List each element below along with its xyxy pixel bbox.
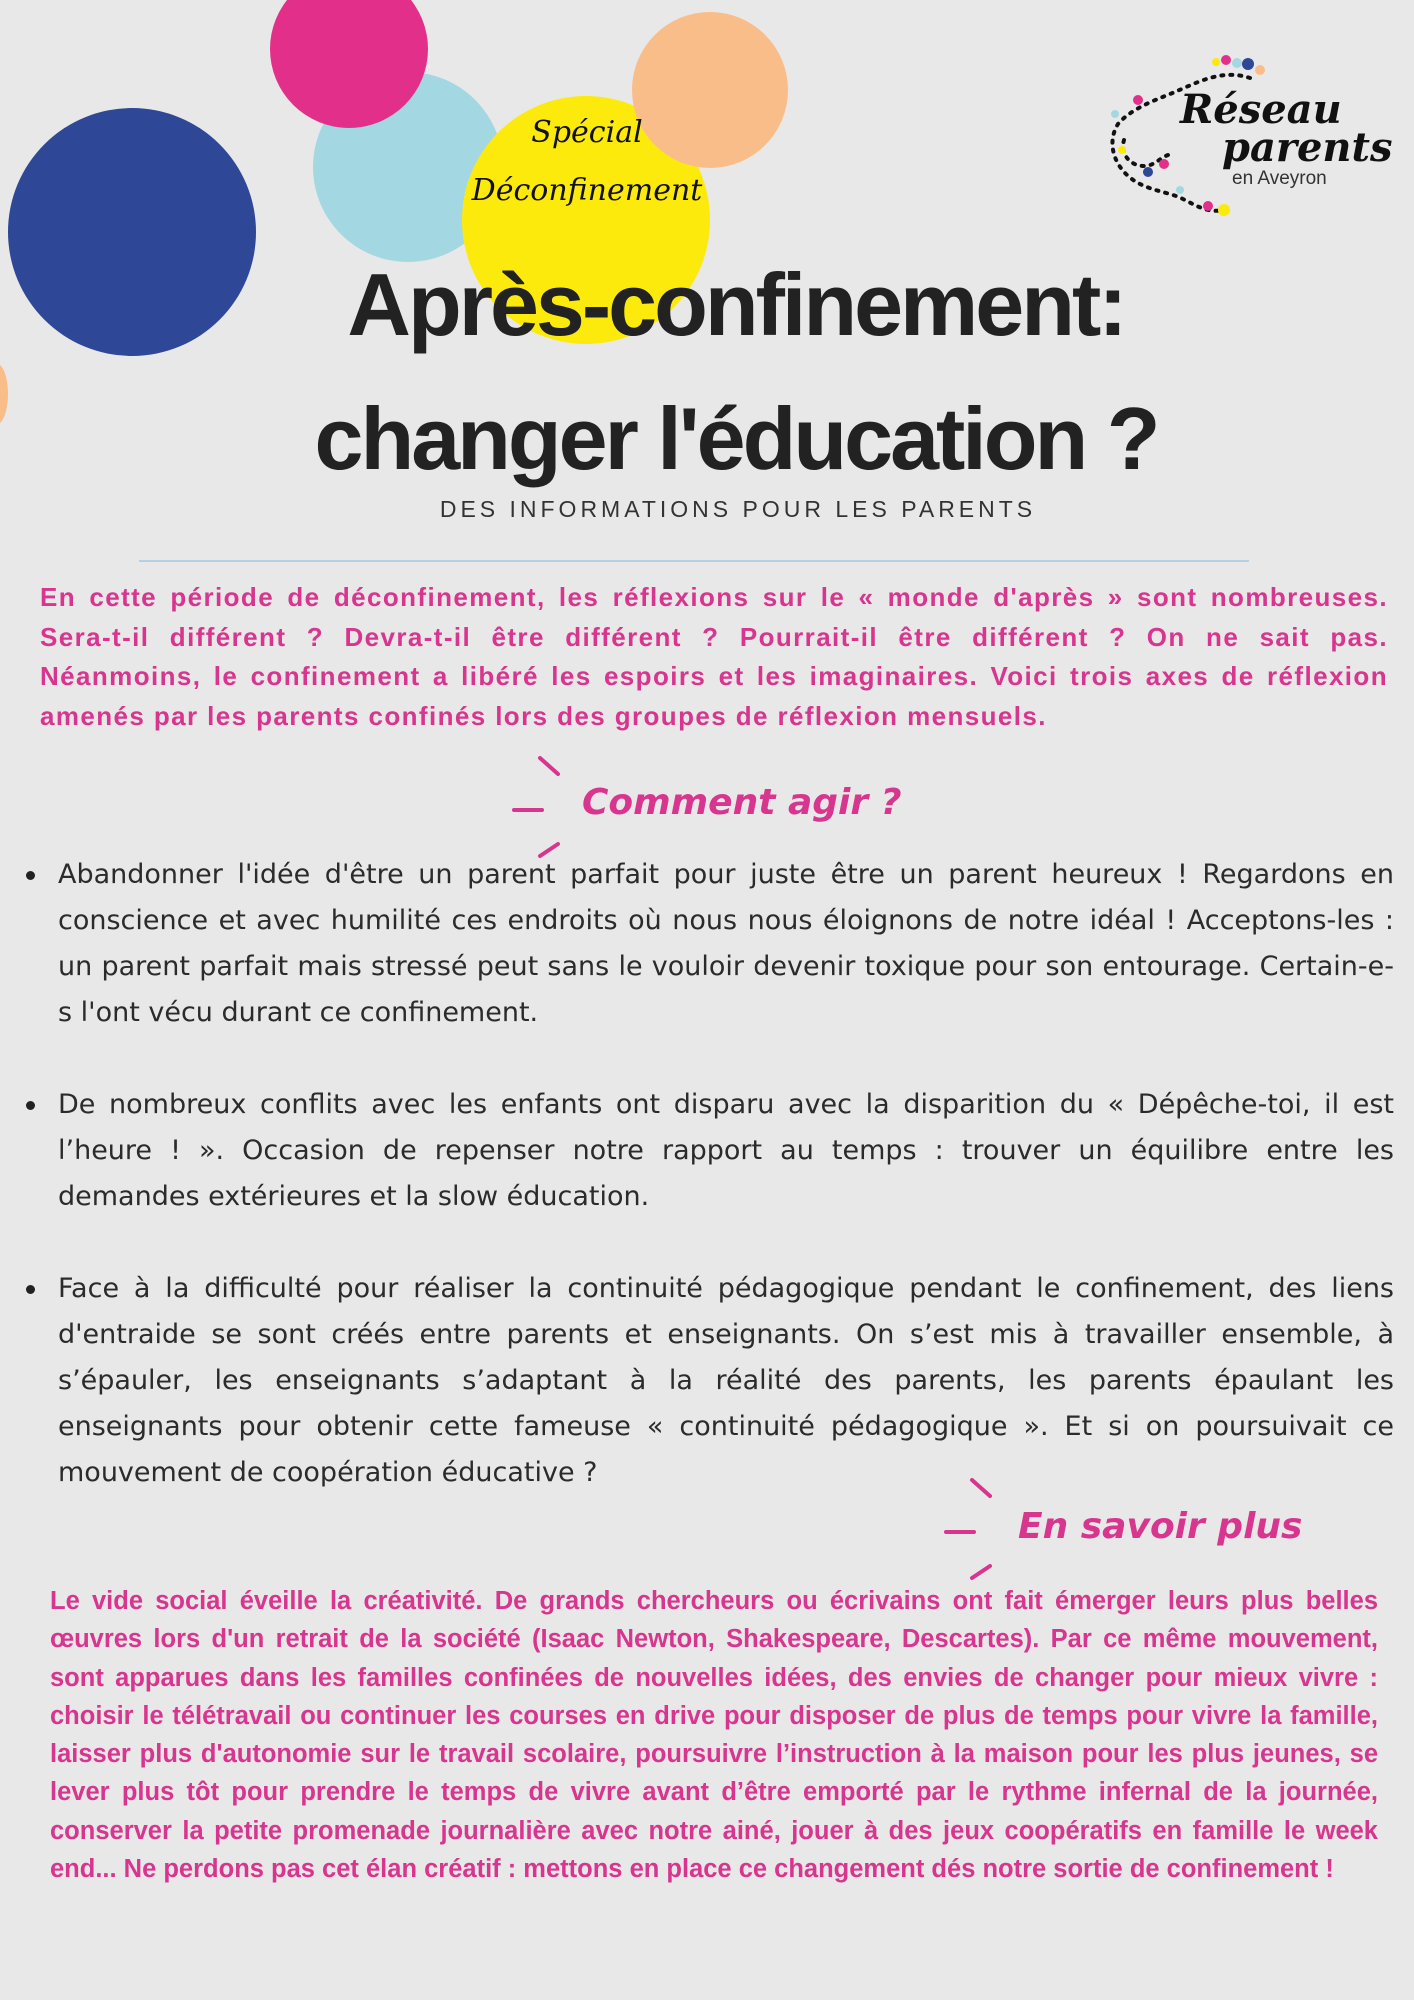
bullet-dot — [26, 1285, 35, 1294]
list-item-text: Abandonner l'idée d'être un parent parfait pour juste être un parent heureux ! Regardons en conscience et avec humilité ces endroits où nous nous éloignons de notre idéal ! Acceptons-les : un parent parfait mais stressé peut sans le vouloir devenir toxique pour son entourage. Certain-e-s l'ont vécu durant ce confinement. — [58, 859, 1394, 1028]
logo — [1100, 50, 1393, 230]
list-item-text: Face à la difficulté pour réaliser la continuité pédagogique pendant le confinement, des liens d'entraide se sont créés entre parents et enseignants. On s’est mis à travailler ensemble, à s’épauler, les enseignants s’adaptant à la réalité des parents, les parents épaulant les enseignants pour obtenir cette fameuse « continuité pédagogique ». Et si on poursuivait ce mouvement de coopération éducative ? — [58, 1273, 1394, 1488]
section-heading-comment-agir: Comment agir ? — [582, 782, 902, 823]
spark-lines-icon — [940, 1474, 1000, 1584]
decor-circle-edge — [0, 364, 8, 424]
page-title — [170, 238, 1302, 506]
list-item-text: De nombreux conflits avec les enfants ont disparu avec la disparition du « Dépêche-toi, il est l’heure ! ». Occasion de repenser notre rapport au temps : trouver un équilibre entre les demandes extérieures et la slow éducation. — [58, 1089, 1394, 1212]
logo-line2: parents — [1222, 124, 1393, 171]
section-heading-en-savoir-plus: En savoir plus — [1018, 1506, 1303, 1547]
logo-line1: Réseau — [1180, 86, 1342, 133]
special-badge — [462, 104, 712, 220]
page-title-line1: Après-confinement: — [347, 255, 1125, 354]
subtitle: DES INFORMATIONS POUR LES PARENTS — [439, 496, 1037, 522]
divider — [139, 560, 1249, 562]
bullet-dot — [26, 1101, 35, 1110]
logo-line3: en Aveyron — [1232, 168, 1327, 189]
intro-paragraph: En cette période de déconfinement, les réflexions sur le « monde d'après » sont nombreuses. Sera-t-il différent ? Devra-t-il être différent ? Pourrait-il être différent ? On ne sait pas. Néanmoins, le confinement a libéré les espoirs et les imaginaires. Voici trois axes de réflexion amenés par les parents confinés lors des groupes de réflexion mensuels. — [40, 582, 1388, 731]
special-badge-line2: Déconfinement — [471, 173, 703, 208]
spark-lines-icon — [508, 752, 568, 862]
list-item — [22, 1082, 1394, 1220]
outro-paragraph: Le vide social éveille la créativité. De grands chercheurs ou écrivains ont fait émerger leurs plus belles œuvres lors d'un retrait de la société (Isaac Newton, Shakespeare, Descartes). Par ce même mouvement, sont apparues dans les familles confinées de nouvelles idées, des envies de changer pour mieux vivre : choisir le télétravail ou continuer les courses en drive pour disposer de plus de temps pour vivre la famille, laisser plus d'autonomie sur le travail scolaire, poursuivre l’instruction à la maison pour les plus jeunes, se lever plus tôt pour prendre le temps de vivre avant d’être emporté par le rythme infernal de la journée, conserver la petite promenade journalière avec notre ainé, jouer à des jeux coopératifs en famille le week end... Ne perdons pas cet élan créatif : mettons en place ce changement dés notre sortie de confinement ! — [50, 1587, 1378, 1884]
list-item — [22, 852, 1394, 1036]
list-item — [22, 1266, 1394, 1496]
bullet-dot — [26, 871, 35, 880]
page-title-line2: changer l'éducation ? — [314, 389, 1158, 488]
special-badge-line1: Spécial — [531, 115, 643, 150]
bullet-list — [22, 852, 1394, 1542]
